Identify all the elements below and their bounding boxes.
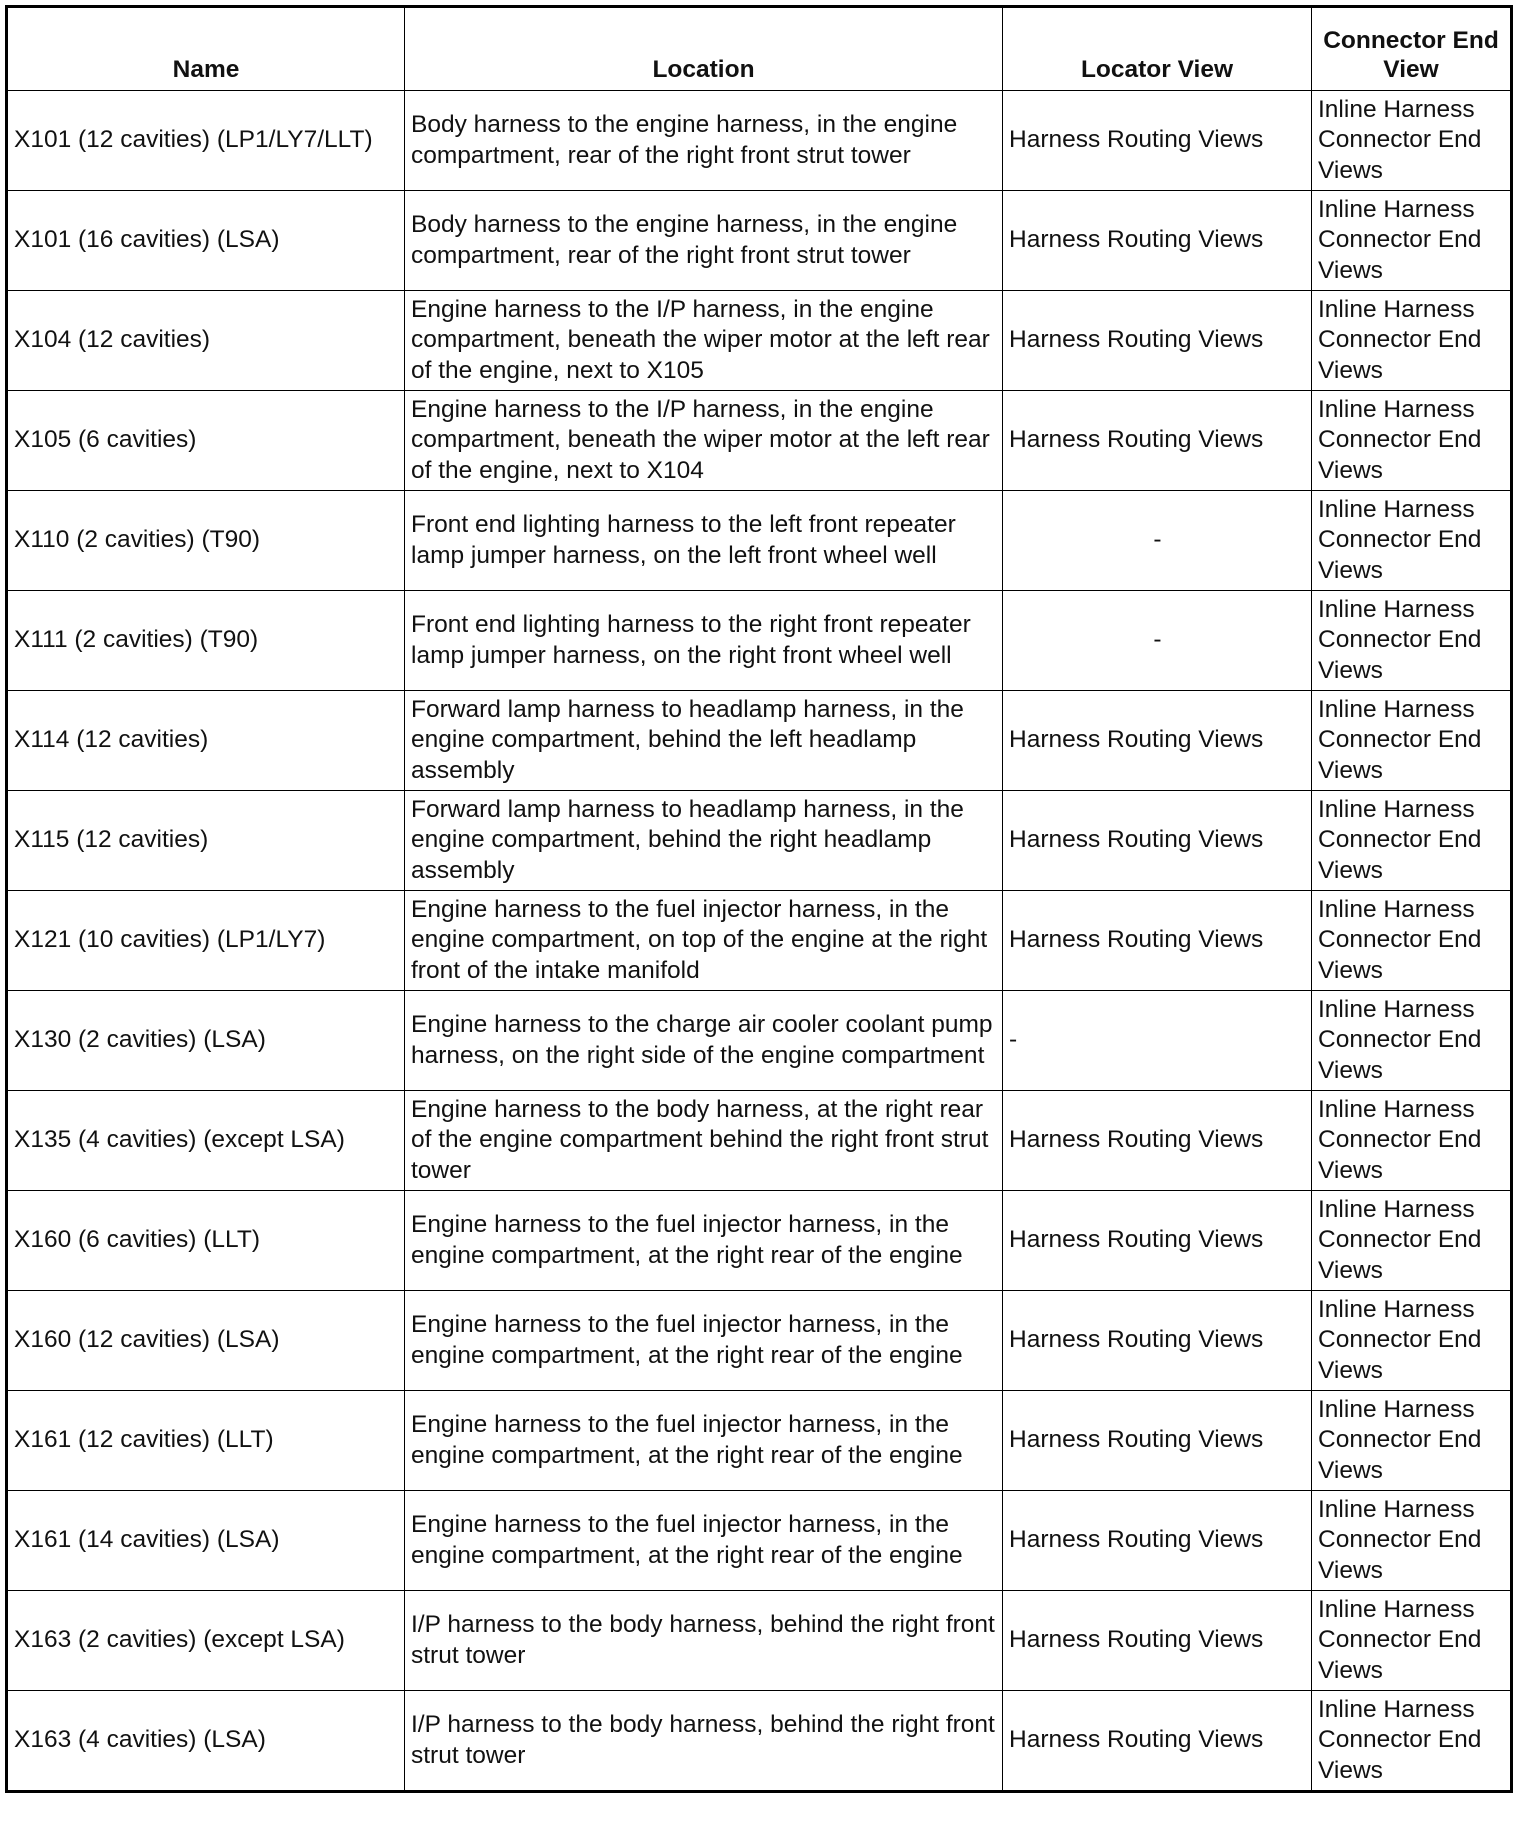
cell-name: X110 (2 cavities) (T90) <box>7 491 405 591</box>
cell-connector-end-view: Inline Harness Connector End Views <box>1312 1591 1512 1691</box>
cell-locator-view: - <box>1003 991 1312 1091</box>
cell-location: Forward lamp harness to headlamp harness, in the engine compartment, behind the right headlamp assembly <box>405 791 1003 891</box>
cell-locator-view: Harness Routing Views <box>1003 1391 1312 1491</box>
cell-name: X160 (6 cavities) (LLT) <box>7 1191 405 1291</box>
cell-location: Engine harness to the fuel injector harness, in the engine compartment, at the right rear of the engine <box>405 1491 1003 1591</box>
cell-locator-view: Harness Routing Views <box>1003 391 1312 491</box>
cell-locator-view: Harness Routing Views <box>1003 1091 1312 1191</box>
table-row <box>7 1091 1512 1191</box>
cell-connector-end-view: Inline Harness Connector End Views <box>1312 791 1512 891</box>
cell-locator-view: - <box>1003 591 1312 691</box>
cell-locator-view: Harness Routing Views <box>1003 1691 1312 1792</box>
cell-name: X101 (16 cavities) (LSA) <box>7 191 405 291</box>
cell-location: Engine harness to the I/P harness, in the engine compartment, beneath the wiper motor at the left rear of the engine, next to X105 <box>405 291 1003 391</box>
cell-connector-end-view: Inline Harness Connector End Views <box>1312 1091 1512 1191</box>
header-locator-view: Locator View <box>1003 7 1312 91</box>
header-connector-end-view: Connector End View <box>1312 7 1512 91</box>
cell-locator-view: Harness Routing Views <box>1003 691 1312 791</box>
table-row <box>7 891 1512 991</box>
cell-connector-end-view: Inline Harness Connector End Views <box>1312 1191 1512 1291</box>
table-row <box>7 1291 1512 1391</box>
cell-location: Front end lighting harness to the right front repeater lamp jumper harness, on the right front wheel well <box>405 591 1003 691</box>
cell-name: X161 (12 cavities) (LLT) <box>7 1391 405 1491</box>
cell-locator-view: Harness Routing Views <box>1003 191 1312 291</box>
cell-name: X130 (2 cavities) (LSA) <box>7 991 405 1091</box>
cell-connector-end-view: Inline Harness Connector End Views <box>1312 391 1512 491</box>
cell-location: Body harness to the engine harness, in the engine compartment, rear of the right front strut tower <box>405 91 1003 191</box>
cell-locator-view: Harness Routing Views <box>1003 1191 1312 1291</box>
table-header-row <box>7 7 1512 91</box>
cell-name: X163 (4 cavities) (LSA) <box>7 1691 405 1792</box>
cell-name: X114 (12 cavities) <box>7 691 405 791</box>
cell-connector-end-view: Inline Harness Connector End Views <box>1312 991 1512 1091</box>
cell-connector-end-view: Inline Harness Connector End Views <box>1312 891 1512 991</box>
table-row <box>7 791 1512 891</box>
cell-locator-view: Harness Routing Views <box>1003 791 1312 891</box>
cell-location: Front end lighting harness to the left front repeater lamp jumper harness, on the left front wheel well <box>405 491 1003 591</box>
cell-locator-view: Harness Routing Views <box>1003 291 1312 391</box>
cell-location: Engine harness to the fuel injector harness, in the engine compartment, on top of the engine at the right front of the intake manifold <box>405 891 1003 991</box>
cell-name: X115 (12 cavities) <box>7 791 405 891</box>
cell-connector-end-view: Inline Harness Connector End Views <box>1312 91 1512 191</box>
cell-name: X135 (4 cavities) (except LSA) <box>7 1091 405 1191</box>
cell-location: Engine harness to the fuel injector harness, in the engine compartment, at the right rear of the engine <box>405 1291 1003 1391</box>
header-location: Location <box>405 7 1003 91</box>
cell-name: X121 (10 cavities) (LP1/LY7) <box>7 891 405 991</box>
cell-connector-end-view: Inline Harness Connector End Views <box>1312 1491 1512 1591</box>
cell-location: Engine harness to the body harness, at the right rear of the engine compartment behind the right front strut tower <box>405 1091 1003 1191</box>
table-row <box>7 1691 1512 1792</box>
header-name: Name <box>7 7 405 91</box>
table-row <box>7 991 1512 1091</box>
table-row <box>7 1491 1512 1591</box>
cell-locator-view: Harness Routing Views <box>1003 1491 1312 1591</box>
cell-connector-end-view: Inline Harness Connector End Views <box>1312 291 1512 391</box>
cell-locator-view: Harness Routing Views <box>1003 1291 1312 1391</box>
table-row <box>7 1591 1512 1691</box>
connector-table-container <box>5 5 1513 1793</box>
cell-name: X101 (12 cavities) (LP1/LY7/LLT) <box>7 91 405 191</box>
cell-locator-view: - <box>1003 491 1312 591</box>
cell-name: X160 (12 cavities) (LSA) <box>7 1291 405 1391</box>
cell-location: Engine harness to the fuel injector harness, in the engine compartment, at the right rear of the engine <box>405 1391 1003 1491</box>
cell-location: Engine harness to the I/P harness, in the engine compartment, beneath the wiper motor at the left rear of the engine, next to X104 <box>405 391 1003 491</box>
cell-location: Body harness to the engine harness, in the engine compartment, rear of the right front strut tower <box>405 191 1003 291</box>
cell-connector-end-view: Inline Harness Connector End Views <box>1312 1391 1512 1491</box>
cell-connector-end-view: Inline Harness Connector End Views <box>1312 1291 1512 1391</box>
cell-location: Forward lamp harness to headlamp harness, in the engine compartment, behind the left headlamp assembly <box>405 691 1003 791</box>
cell-location: I/P harness to the body harness, behind the right front strut tower <box>405 1591 1003 1691</box>
cell-connector-end-view: Inline Harness Connector End Views <box>1312 1691 1512 1792</box>
cell-location: Engine harness to the fuel injector harness, in the engine compartment, at the right rear of the engine <box>405 1191 1003 1291</box>
connector-table <box>5 5 1513 1793</box>
cell-locator-view: Harness Routing Views <box>1003 91 1312 191</box>
table-row <box>7 1391 1512 1491</box>
cell-name: X161 (14 cavities) (LSA) <box>7 1491 405 1591</box>
cell-location: Engine harness to the charge air cooler coolant pump harness, on the right side of the engine compartment <box>405 991 1003 1091</box>
cell-connector-end-view: Inline Harness Connector End Views <box>1312 691 1512 791</box>
cell-locator-view: Harness Routing Views <box>1003 1591 1312 1691</box>
table-row <box>7 191 1512 291</box>
cell-connector-end-view: Inline Harness Connector End Views <box>1312 191 1512 291</box>
table-row <box>7 91 1512 191</box>
table-row <box>7 591 1512 691</box>
cell-name: X163 (2 cavities) (except LSA) <box>7 1591 405 1691</box>
cell-name: X111 (2 cavities) (T90) <box>7 591 405 691</box>
cell-connector-end-view: Inline Harness Connector End Views <box>1312 491 1512 591</box>
table-row <box>7 1191 1512 1291</box>
table-row <box>7 391 1512 491</box>
table-row <box>7 291 1512 391</box>
cell-connector-end-view: Inline Harness Connector End Views <box>1312 591 1512 691</box>
cell-name: X105 (6 cavities) <box>7 391 405 491</box>
cell-name: X104 (12 cavities) <box>7 291 405 391</box>
table-row <box>7 691 1512 791</box>
cell-location: I/P harness to the body harness, behind the right front strut tower <box>405 1691 1003 1792</box>
cell-locator-view: Harness Routing Views <box>1003 891 1312 991</box>
table-row <box>7 491 1512 591</box>
